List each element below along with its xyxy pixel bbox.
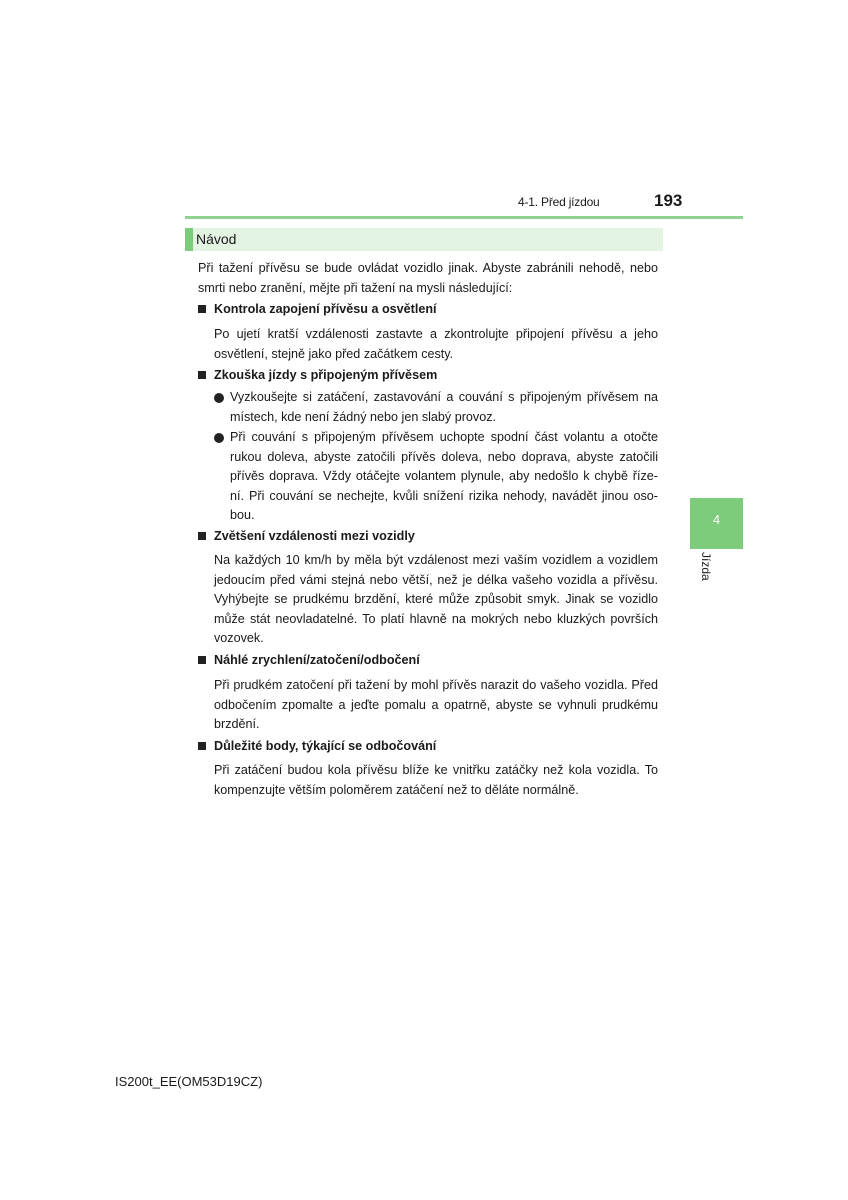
- section-heading: [198, 653, 420, 667]
- section-body: Při zatáčení budou kola přívěsu blíže ke vnitřku zatáčky než kola vozidla. To kompenzujte větším poloměrem zatáčení než to děláte normálně.: [214, 763, 658, 797]
- header-section-title: 4-1. Před jízdou: [518, 195, 600, 209]
- square-bullet-icon: [198, 305, 206, 313]
- round-bullet-icon: [214, 393, 224, 403]
- section-heading-text: Zvětšení vzdálenosti mezi vozidly: [214, 529, 415, 543]
- intro-paragraph: Při tažení přívěsu se bude ovládat vozidlo jinak. Abyste zabránili nehodě, nebo smrti nebo zranění, mějte při tažení na mysli následující:: [198, 261, 658, 295]
- chapter-label: Jízda: [699, 552, 713, 581]
- section-heading-text: Kontrola zapojení přívěsu a osvětlení: [214, 302, 437, 316]
- round-bullet-icon: [214, 433, 224, 443]
- section-heading-text: Zkouška jízdy s připojeným přívěsem: [214, 368, 438, 382]
- square-bullet-icon: [198, 656, 206, 664]
- section-heading-text: Důležité body, týkající se odbočování: [214, 739, 437, 753]
- section-body: Při prudkém zatočení při tažení by mohl přívěs narazit do vašeho vozidla. Před odbočením zpomalte a jeďte pomalu a opatrně, abyste se vyhnuli prudkému brzdění.: [214, 678, 658, 731]
- section-body: Na každých 10 km/h by měla být vzdálenost mezi vaším vozidlem a vozidlem jedoucím před vámi stejná nebo větší, než je délka vašeho vozidla a přívěsu. Vyhýbejte se prudkému brzdění, které může způsobit smyk. Jinak se vozidlo může stát neovladatelné. To platí hlavně na mokrých nebo kluzkých površích vozovek.: [214, 553, 658, 645]
- chapter-number: 4: [712, 512, 721, 527]
- page-number: 193: [654, 191, 683, 210]
- section-body: Po ujetí kratší vzdálenosti zastavte a zkontrolujte připojení přívěsu a jeho osvětlení, stejně jako před začátkem cesty.: [214, 327, 658, 361]
- list-item-text: Vyzkoušejte si zatáčení, zastavování a couvání s připojeným přívěsem na místech, kde není žádný nebo jen slabý provoz.: [230, 390, 658, 424]
- square-bullet-icon: [198, 371, 206, 379]
- list-item: [214, 388, 658, 427]
- square-bullet-icon: [198, 532, 206, 540]
- section-heading: [198, 739, 436, 753]
- list-item: [214, 428, 658, 526]
- document-code: IS200t_EE(OM53D19CZ): [115, 1074, 263, 1089]
- section-heading: [198, 368, 437, 382]
- header-rule: [185, 216, 743, 219]
- square-bullet-icon: [198, 742, 206, 750]
- list-item-text: Při couvání s připojeným přívěsem uchopte spodní část volantu a otočte rukou doleva, abyste zatočili přívěs doleva, nebo doprava, abyste zatočili přívěs doprava. Vždy otáčejte volantem plynule, aby nedošlo k chybě říze-ní. Při couvání se nechejte, kvůli snížení rizika nehody, navádět jinou oso-bou.: [230, 430, 658, 522]
- section-heading: [198, 529, 415, 543]
- section-heading-text: Náhlé zrychlení/zatočení/odbočení: [214, 653, 420, 667]
- chapter-tab: [690, 498, 743, 549]
- nav-title-bar: [185, 228, 663, 251]
- section-heading: [198, 302, 437, 316]
- nav-title: Návod: [196, 231, 237, 247]
